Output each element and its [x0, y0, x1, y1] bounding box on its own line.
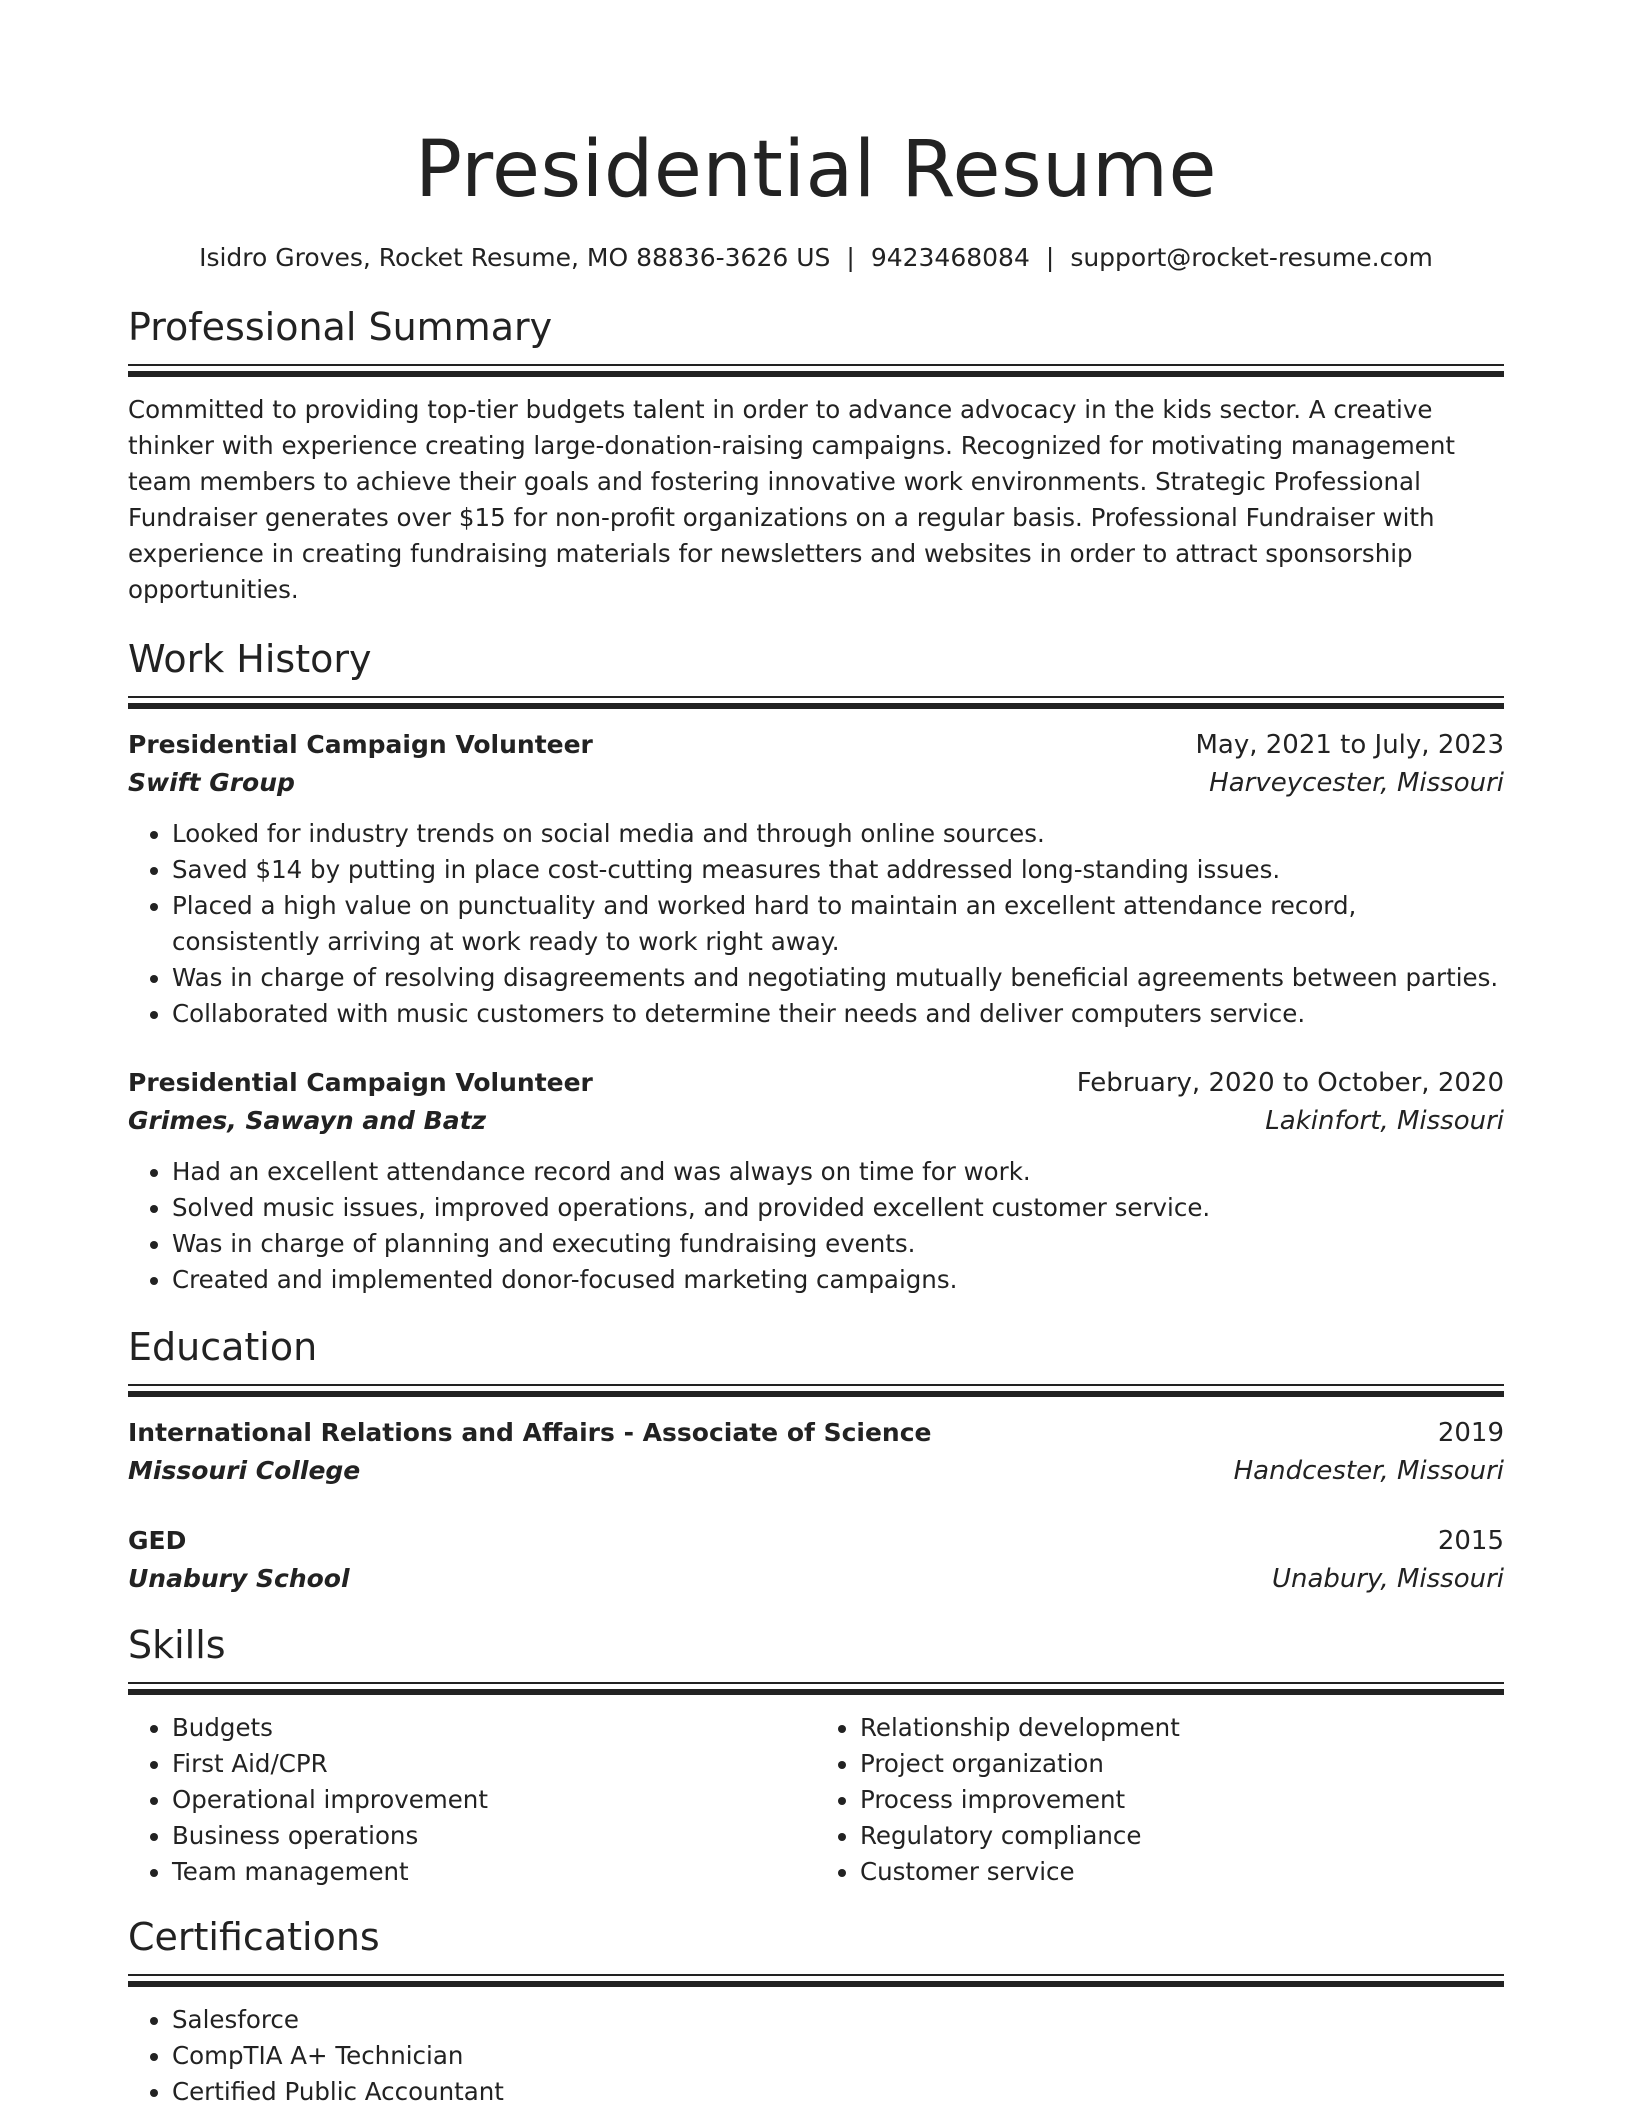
section-heading-work: Work History	[128, 637, 372, 681]
job-title: Presidential Campaign Volunteer	[128, 730, 593, 759]
education-entry	[128, 1522, 1504, 1598]
section-heading-certifications: Certifications	[128, 1915, 380, 1959]
work-history-section	[128, 634, 1504, 1298]
education-degree: GED	[128, 1526, 187, 1555]
contact-address: Isidro Groves, Rocket Resume, MO 88836-3626 US	[199, 243, 831, 272]
list-item: • Relationship development	[860, 1710, 1504, 1746]
job-entry	[128, 726, 1504, 1032]
list-item: • Was in charge of planning and executing fundraising events.	[172, 1226, 1504, 1262]
job-bullets	[128, 816, 1504, 1032]
list-item: • First Aid/CPR	[172, 1746, 816, 1782]
list-item: • Regulatory compliance	[860, 1818, 1504, 1854]
list-item: • Looked for industry trends on social media and through online sources.	[172, 816, 1504, 852]
section-divider	[128, 1682, 1504, 1696]
skills-section	[128, 1620, 1504, 1890]
job-bullets	[128, 1154, 1504, 1298]
education-location: Handcester, Missouri	[1233, 1456, 1504, 1486]
list-item: • Salesforce	[172, 2002, 1504, 2038]
education-school: Unabury School	[128, 1564, 350, 1593]
education-degree: International Relations and Affairs - Associate of Science	[128, 1418, 932, 1447]
skills-list-left	[128, 1710, 816, 1890]
list-item: • Collaborated with music customers to determine their needs and deliver computers service.	[172, 996, 1504, 1032]
education-location: Unabury, Missouri	[1271, 1564, 1504, 1594]
list-item: • Project organization	[860, 1746, 1504, 1782]
list-item: • Certified Public Accountant	[172, 2074, 1504, 2110]
contact-separator: |	[1045, 243, 1055, 272]
education-section	[128, 1322, 1504, 1598]
list-item: • Budgets	[172, 1710, 816, 1746]
list-item: • Placed a high value on punctuality and worked hard to maintain an excellent attendance record, consistently arriving at work ready to work right away.	[172, 888, 1504, 960]
skills-columns	[128, 1696, 1504, 1890]
contact-email: support@rocket-resume.com	[1070, 243, 1433, 272]
education-year: 2019	[1437, 1418, 1504, 1448]
contact-line	[128, 240, 1504, 276]
job-location: Lakinfort, Missouri	[1265, 1106, 1504, 1136]
section-divider	[128, 364, 1504, 378]
job-location: Harveycester, Missouri	[1209, 768, 1504, 798]
summary-section	[128, 302, 1504, 608]
list-item: • Team management	[172, 1854, 816, 1890]
job-title: Presidential Campaign Volunteer	[128, 1068, 593, 1097]
job-company: Grimes, Sawayn and Batz	[128, 1106, 487, 1135]
list-item: • CompTIA A+ Technician	[172, 2038, 1504, 2074]
section-divider	[128, 1974, 1504, 1988]
page-title: Presidential Resume	[415, 125, 1217, 215]
contact-phone: 9423468084	[870, 243, 1030, 272]
section-heading-summary: Professional Summary	[128, 305, 553, 349]
section-divider	[128, 1384, 1504, 1398]
list-item: • Had an excellent attendance record and was always on time for work.	[172, 1154, 1504, 1190]
contact-separator: |	[846, 243, 855, 272]
list-item: • Process improvement	[860, 1782, 1504, 1818]
education-entry	[128, 1414, 1504, 1490]
summary-text: Committed to providing top-tier budgets talent in order to advance advocacy in the kids sector. A creative thinker with experience creating large-donation-raising campaigns. Recognized for motivating management team members to achieve their goals and fostering innovative work environments. Strategic Professional Fundraiser generates over $15 for non-profit organizations on a regular basis. Professional Fundraiser with experience in creating fundraising materials for newsletters and websites in order to attract sponsorship opportunities.	[128, 395, 1455, 604]
certifications-list	[128, 2002, 1504, 2110]
education-year: 2015	[1437, 1526, 1504, 1556]
list-item: • Solved music issues, improved operations, and provided excellent customer service.	[172, 1190, 1504, 1226]
skills-list-right	[816, 1710, 1504, 1890]
list-item: • Customer service	[860, 1854, 1504, 1890]
certifications-section	[128, 1912, 1504, 2110]
section-divider	[128, 696, 1504, 710]
list-item: • Was in charge of resolving disagreements and negotiating mutually beneficial agreements between parties.	[172, 960, 1504, 996]
section-heading-education: Education	[128, 1325, 318, 1369]
job-company: Swift Group	[128, 768, 295, 797]
list-item: • Operational improvement	[172, 1782, 816, 1818]
job-dates: May, 2021 to July, 2023	[1195, 730, 1504, 760]
job-entry	[128, 1064, 1504, 1298]
list-item: • Business operations	[172, 1818, 816, 1854]
list-item: • Created and implemented donor-focused marketing campaigns.	[172, 1262, 1504, 1298]
list-item: • Saved $14 by putting in place cost-cutting measures that addressed long-standing issues.	[172, 852, 1504, 888]
section-heading-skills: Skills	[128, 1623, 226, 1667]
job-dates: February, 2020 to October, 2020	[1076, 1068, 1504, 1098]
education-school: Missouri College	[128, 1456, 361, 1485]
